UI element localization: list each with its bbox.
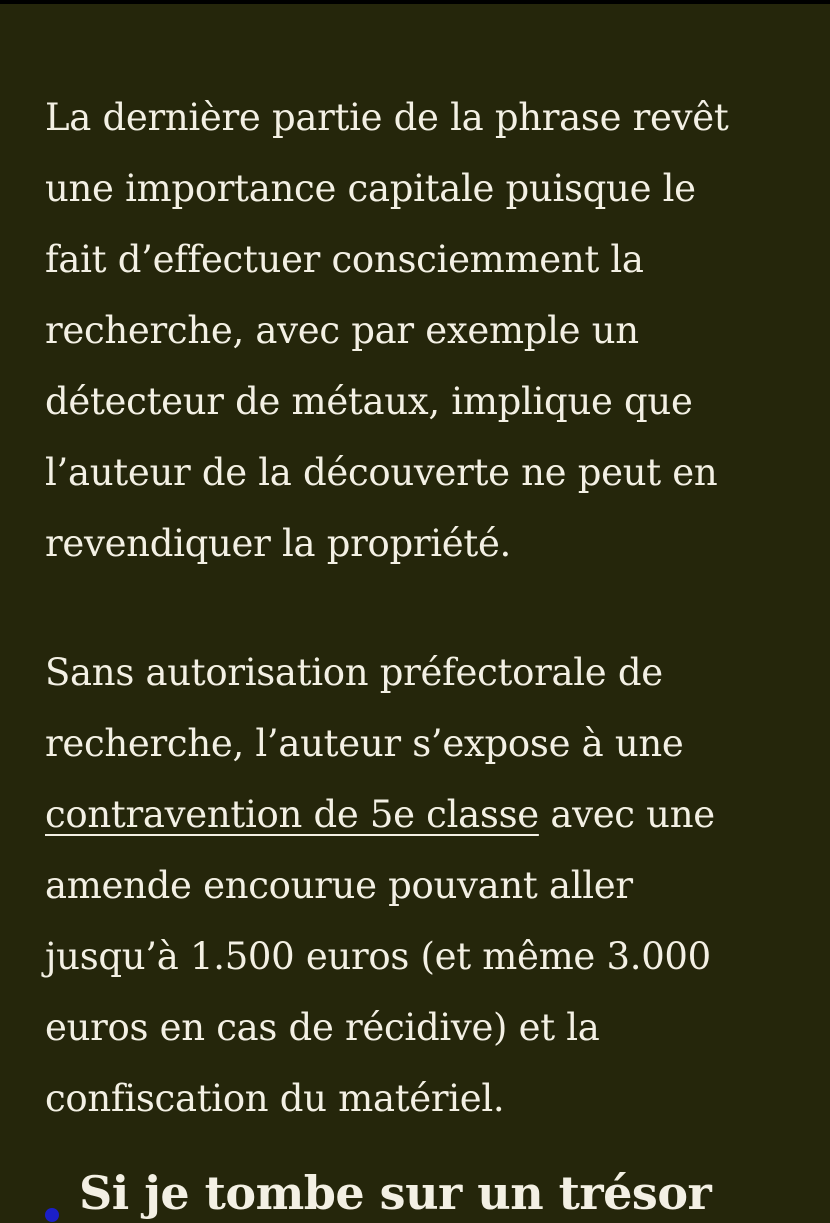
section-heading-row xyxy=(45,1163,711,1223)
text-line: amende encourue pouvant aller xyxy=(45,864,633,907)
text-line: jusqu’à 1.500 euros (et même 3.000 xyxy=(45,935,711,978)
text-line: La dernière partie de la phrase revêt xyxy=(45,96,729,139)
text-line-with-link xyxy=(45,779,805,850)
paragraph xyxy=(45,637,805,1134)
text-line: Sans autorisation préfectorale de xyxy=(45,651,663,694)
bullet-icon xyxy=(45,1208,59,1222)
article-body xyxy=(45,82,805,1134)
text-line: recherche, l’auteur s’expose à une xyxy=(45,722,684,765)
text-line: recherche, avec par exemple un xyxy=(45,309,639,352)
text-line: confiscation du matériel. xyxy=(45,1077,505,1120)
text-fragment: avec une xyxy=(538,793,715,836)
text-line: détecteur de métaux, implique que xyxy=(45,380,693,423)
paragraph xyxy=(45,82,805,579)
contravention-link[interactable]: contravention de 5e classe xyxy=(45,793,539,836)
top-edge-bar xyxy=(0,0,830,4)
text-line: revendiquer la propriété. xyxy=(45,522,512,565)
section-heading: Si je tombe sur un trésor xyxy=(79,1166,712,1220)
text-line: une importance capitale puisque le xyxy=(45,167,696,210)
text-line: fait d’effectuer consciemment la xyxy=(45,238,644,281)
text-line: euros en cas de récidive) et la xyxy=(45,1006,600,1049)
text-line: l’auteur de la découverte ne peut en xyxy=(45,451,718,494)
